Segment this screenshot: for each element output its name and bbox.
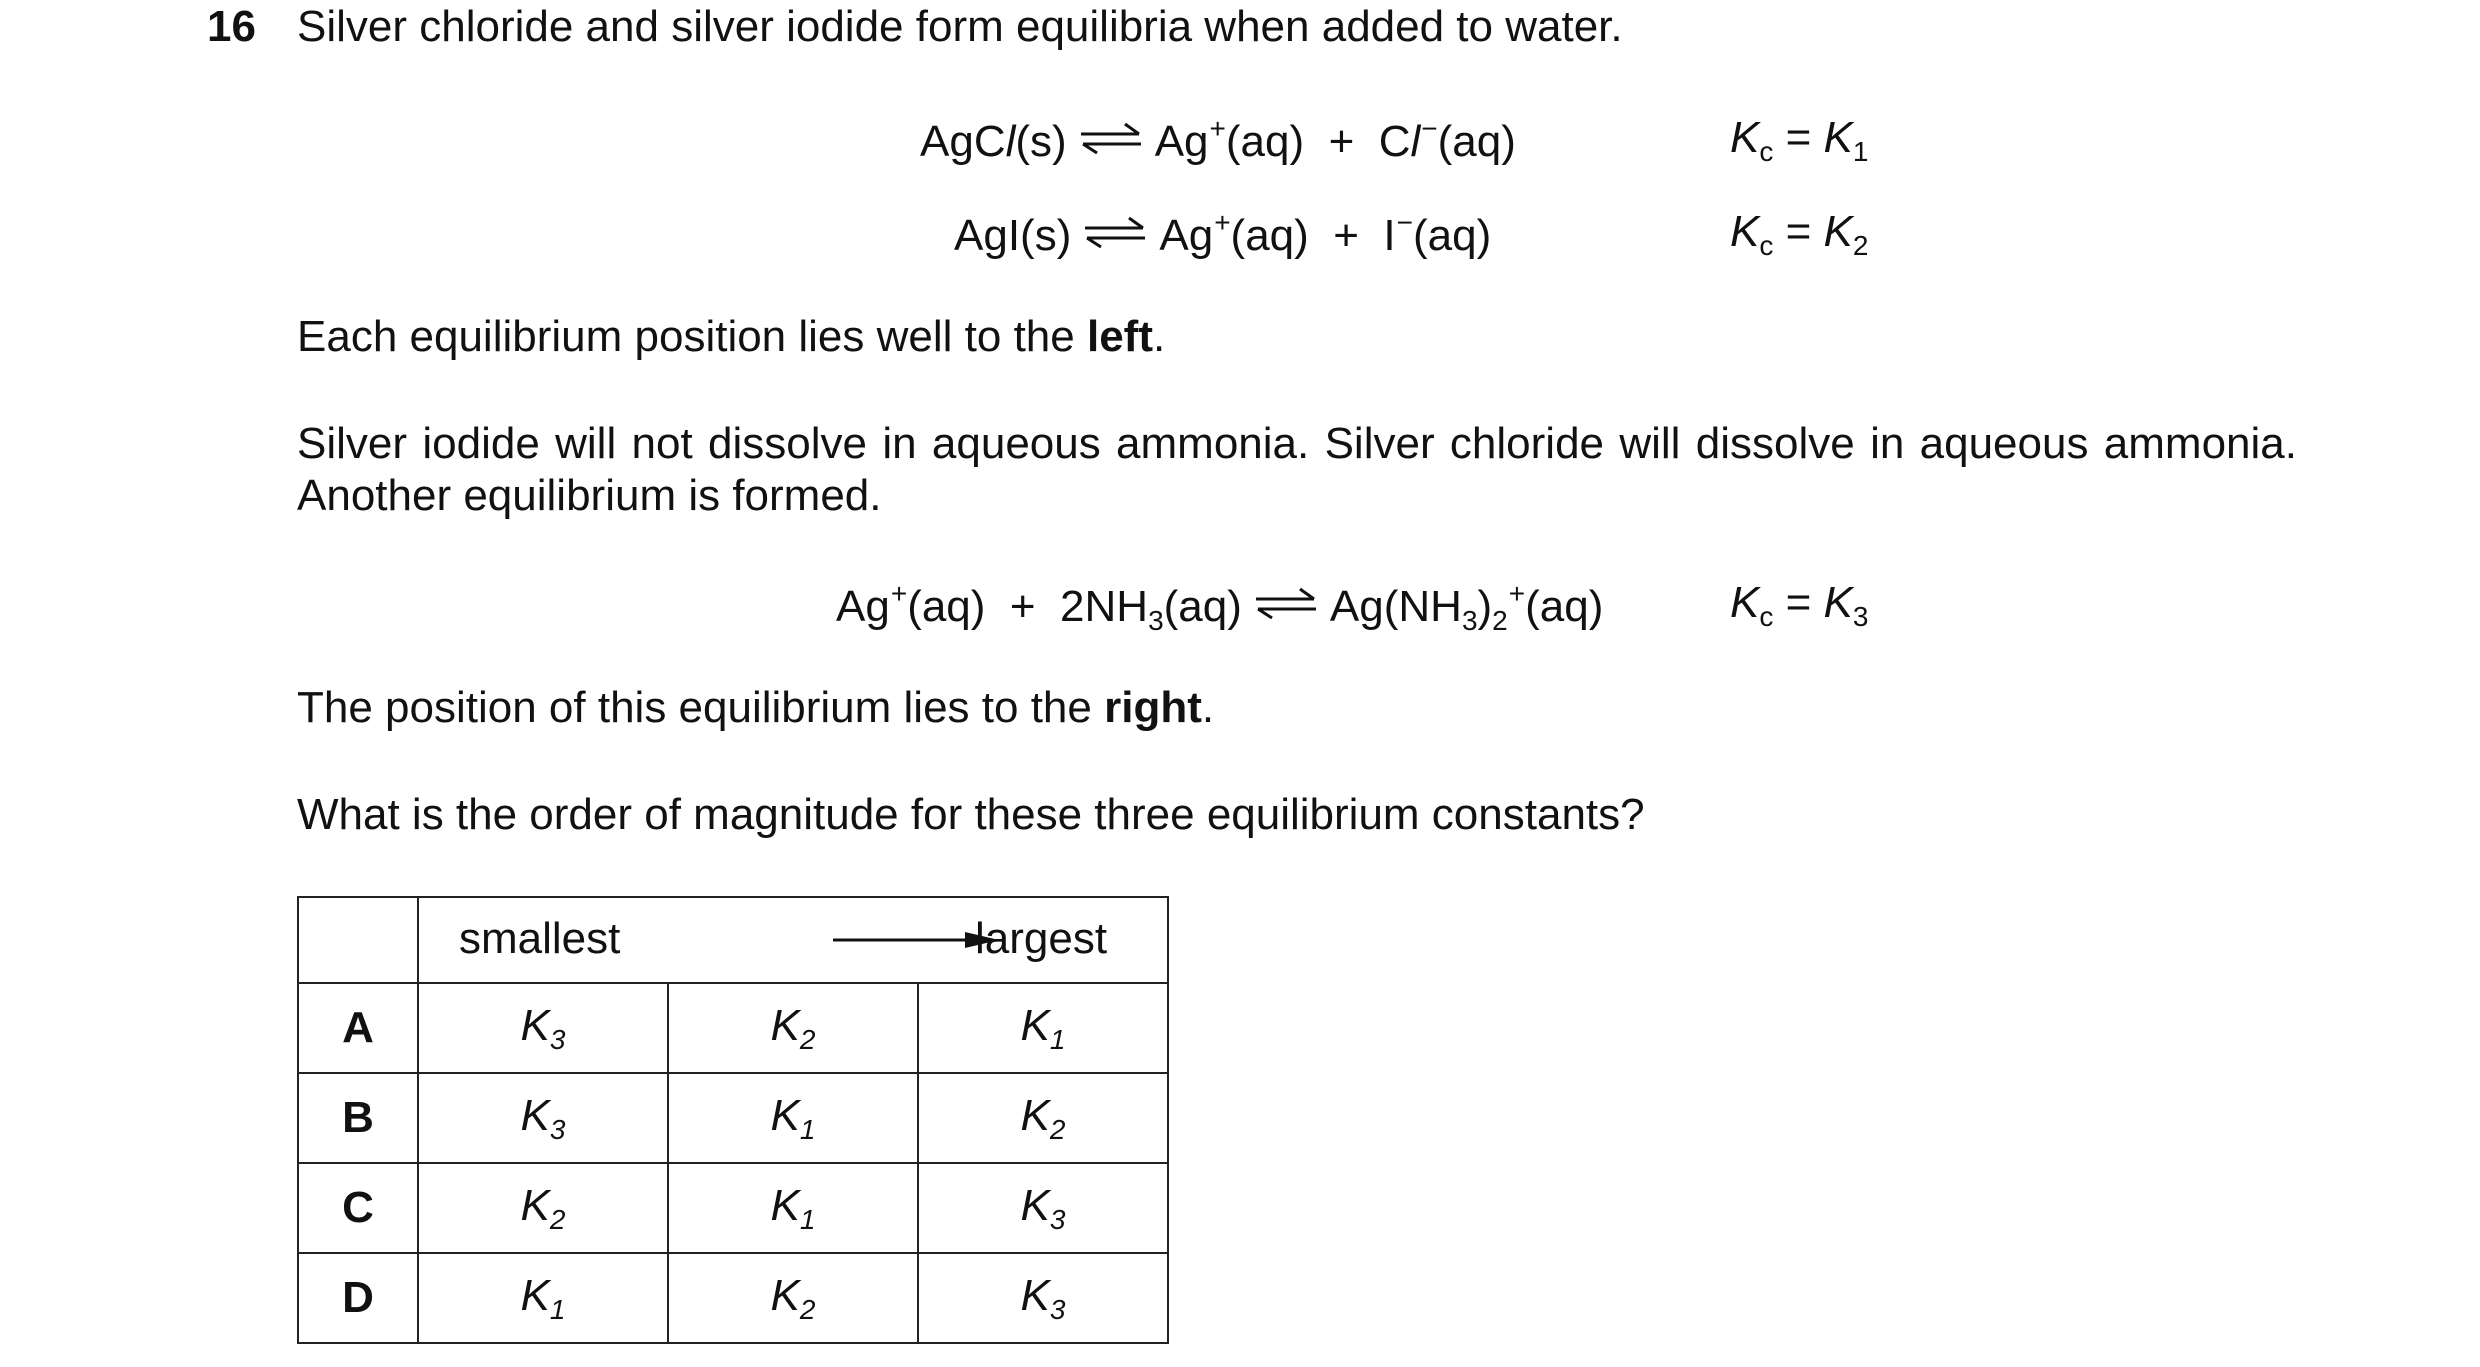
eq2-kc-eq: = [1773, 207, 1824, 256]
eq1-k-sub: 1 [1852, 136, 1869, 167]
eq1-agcl-state: (s) [1015, 117, 1067, 166]
equilibrium-arrow-icon [1083, 216, 1147, 248]
equilibrium-arrow-icon [1254, 587, 1318, 619]
k-sub: 1 [549, 1293, 566, 1325]
p3-bold: right [1104, 683, 1202, 732]
eq1-kc-eq: = [1773, 113, 1824, 162]
k-sub: 3 [1049, 1293, 1066, 1325]
option-cell [418, 1163, 668, 1253]
option-row-a[interactable] [298, 983, 1168, 1073]
option-cell [918, 1253, 1168, 1343]
eq1-ag-charge: + [1209, 113, 1226, 144]
option-row-c[interactable] [298, 1163, 1168, 1253]
eq2-ag-charge: + [1214, 207, 1231, 238]
k-sub: 2 [799, 1023, 816, 1055]
equation-3-reaction [836, 578, 1603, 637]
eq1-k: K [1823, 113, 1853, 162]
k-symbol: K [1020, 1180, 1050, 1230]
option-cell [418, 983, 668, 1073]
k-sub: 2 [1049, 1113, 1066, 1145]
k-sub: 2 [549, 1203, 566, 1235]
eq1-kc-sub: c [1759, 136, 1774, 167]
header-order [419, 898, 1163, 982]
equation-2-constant [1730, 207, 1868, 262]
eq3-k-sub: 3 [1852, 601, 1869, 632]
eq3-complex-sub-a: 3 [1461, 605, 1478, 636]
eq3-complex-b: ) [1477, 582, 1493, 631]
eq1-kc-k: K [1730, 113, 1760, 162]
eq3-complex-sub-b: 2 [1492, 605, 1508, 636]
question-number: 16 [207, 2, 256, 51]
k-symbol: K [1020, 1000, 1050, 1050]
eq3-complex-charge: + [1508, 578, 1526, 609]
option-key[interactable]: D [298, 1253, 418, 1343]
eq3-ag: Ag [836, 582, 890, 631]
paragraph-right-position [297, 683, 1214, 733]
eq1-agcl-l: l [1005, 117, 1016, 166]
option-cell [668, 1073, 918, 1163]
eq3-plus: + [1009, 582, 1036, 631]
p1-bold: left [1086, 312, 1153, 361]
eq2-k: K [1823, 207, 1853, 256]
equation-1-reaction [920, 113, 1516, 167]
option-key[interactable]: A [298, 983, 418, 1073]
option-key[interactable]: B [298, 1073, 418, 1163]
eq3-ag-state: (aq) [907, 582, 986, 631]
option-cell [918, 983, 1168, 1073]
k-symbol: K [520, 1000, 550, 1050]
eq3-nh3-sub: 3 [1148, 605, 1164, 636]
header-empty-cell [298, 897, 418, 983]
k-symbol: K [1020, 1270, 1050, 1320]
k-symbol: K [770, 1000, 800, 1050]
option-cell [418, 1073, 668, 1163]
eq1-cl-l: l [1410, 117, 1421, 166]
eq1-ag-state: (aq) [1225, 117, 1305, 166]
p3-text: The position of this equilibrium lies to the [297, 683, 1105, 732]
option-cell [918, 1163, 1168, 1253]
table-header-row [298, 897, 1168, 983]
eq3-nh3-state: (aq) [1163, 582, 1242, 631]
eq2-ag: Ag [1159, 211, 1214, 260]
p3-after: . [1201, 683, 1215, 732]
k-symbol: K [770, 1270, 800, 1320]
header-smallest: smallest [459, 914, 621, 963]
option-cell [668, 1163, 918, 1253]
eq1-plus: + [1328, 117, 1355, 166]
eq3-k: K [1823, 578, 1853, 627]
paragraph-left-position [297, 312, 1165, 362]
k-sub: 1 [1049, 1023, 1066, 1055]
eq2-plus: + [1333, 211, 1359, 260]
k-sub: 1 [799, 1203, 816, 1235]
question-prompt: What is the order of magnitude for these three equilibrium constants? [297, 790, 1645, 839]
k-sub: 3 [1049, 1203, 1066, 1235]
p1-after: . [1152, 312, 1166, 361]
eq3-ag-charge: + [890, 578, 908, 609]
k-symbol: K [520, 1090, 550, 1140]
equation-3-constant [1730, 578, 1868, 633]
eq2-i-state: (aq) [1413, 211, 1492, 260]
option-row-b[interactable] [298, 1073, 1168, 1163]
eq1-agcl: AgC [920, 117, 1006, 166]
eq2-k-sub: 2 [1852, 230, 1869, 261]
eq1-cl-charge: − [1421, 113, 1438, 144]
eq2-i: I [1383, 211, 1396, 260]
k-sub: 1 [799, 1113, 816, 1145]
eq3-kc-eq: = [1773, 578, 1824, 627]
k-symbol: K [770, 1090, 800, 1140]
equation-2-reaction [954, 207, 1491, 261]
answer-options-table [297, 896, 1169, 1344]
eq2-agi: AgI(s) [954, 211, 1072, 260]
eq2-kc-k: K [1730, 207, 1760, 256]
header-order-cell [418, 897, 1168, 983]
k-symbol: K [1020, 1090, 1050, 1140]
paragraph-ammonia: Silver iodide will not dissolve in aqueous ammonia. Silver chloride will dissolve in aqueous ammonia. Another equilibrium is formed. [297, 419, 2297, 520]
option-cell [418, 1253, 668, 1343]
k-symbol: K [520, 1270, 550, 1320]
k-sub: 3 [549, 1023, 566, 1055]
eq3-nh3: 2NH [1060, 582, 1149, 631]
eq1-cl: C [1378, 117, 1411, 166]
k-sub: 2 [799, 1293, 816, 1325]
k-sub: 3 [549, 1113, 566, 1145]
option-cell [668, 983, 918, 1073]
k-symbol: K [770, 1180, 800, 1230]
k-symbol: K [520, 1180, 550, 1230]
eq3-complex-a: Ag(NH [1329, 582, 1462, 631]
option-row-d[interactable] [298, 1253, 1168, 1343]
eq3-complex-state: (aq) [1525, 582, 1604, 631]
eq1-cl-state: (aq) [1437, 117, 1516, 166]
eq3-kc-k: K [1730, 578, 1760, 627]
equation-1-constant [1730, 113, 1868, 168]
equilibrium-arrow-icon [1079, 122, 1143, 154]
option-key[interactable]: C [298, 1163, 418, 1253]
eq3-kc-sub: c [1759, 601, 1774, 632]
question-stem: Silver chloride and silver iodide form equilibria when added to water. [297, 2, 1623, 51]
option-cell [918, 1073, 1168, 1163]
eq2-kc-sub: c [1759, 230, 1774, 261]
eq2-ag-state: (aq) [1230, 211, 1309, 260]
header-largest: largest [975, 914, 1108, 963]
eq1-ag: Ag [1154, 117, 1209, 166]
option-cell [668, 1253, 918, 1343]
eq2-i-charge: − [1396, 207, 1413, 238]
p1-text: Each equilibrium position lies well to the [297, 312, 1087, 361]
